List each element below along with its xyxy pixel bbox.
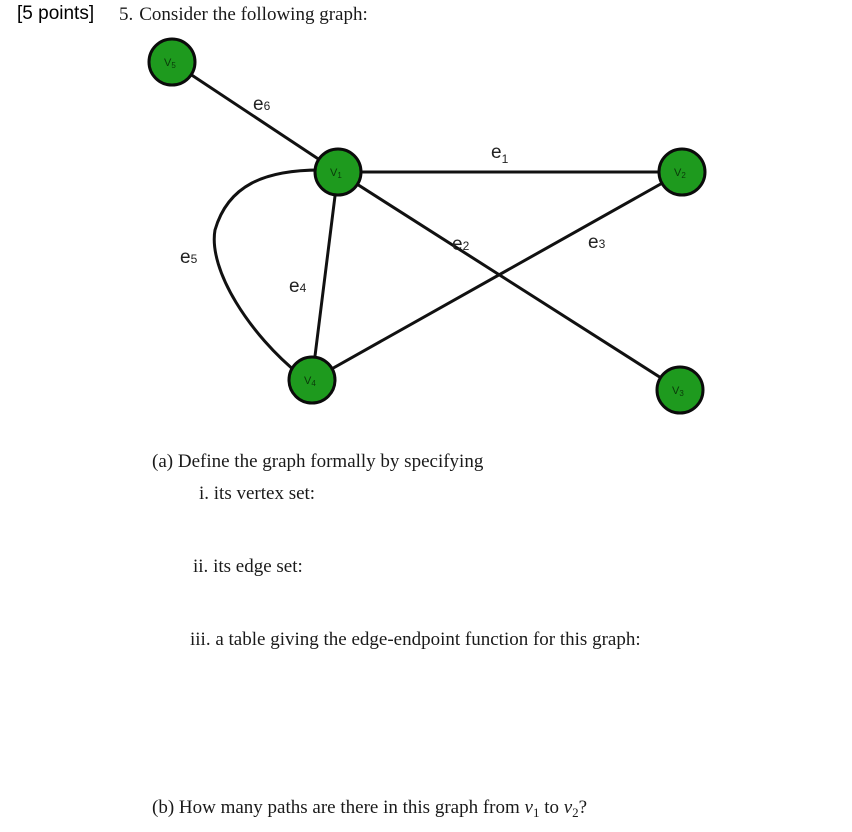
points-label: [5 points]	[17, 3, 95, 24]
vertex-v2-label: V	[674, 167, 682, 179]
edge-label-e4-text: e	[289, 276, 300, 297]
part-a-prompt	[152, 451, 483, 473]
part-b-prompt	[152, 797, 587, 821]
from-var-sub: 1	[532, 805, 540, 820]
edge-label-e3	[588, 232, 606, 253]
part-a-text: Define the graph formally by specifying	[177, 451, 484, 472]
vertex-v1	[315, 149, 361, 195]
item-iii-number: iii.	[190, 629, 211, 650]
edge-e2	[338, 172, 680, 390]
part-b-question-mark: ?	[578, 797, 588, 818]
vertex-v5	[149, 39, 195, 85]
vertex-v1-label: V	[330, 167, 338, 179]
edge-label-e6-text: e	[253, 94, 264, 115]
part-b-to-word: to	[544, 797, 559, 818]
part-a-item-ii	[193, 556, 303, 578]
edge-label-e4-sub: 4	[299, 281, 307, 295]
item-iii-text: a table giving the edge-endpoint function for this graph:	[215, 629, 641, 650]
question-number: 5.	[119, 4, 134, 25]
edge-label-e2	[452, 234, 470, 255]
part-a-item-i	[199, 483, 315, 505]
edge-label-e5-text: e	[180, 247, 191, 268]
edge-e4	[312, 172, 338, 380]
edge-label-e5	[180, 247, 198, 268]
from-var-letter: v	[524, 797, 533, 818]
part-a-item-iii	[190, 629, 641, 651]
edge-e5	[214, 170, 320, 375]
part-b-to-var	[564, 797, 579, 818]
part-b-label: (b)	[152, 797, 175, 818]
vertex-v4-label: V	[304, 375, 312, 387]
part-b-text: How many paths are there in this graph from	[178, 797, 520, 818]
edge-label-e2-text: e	[452, 234, 463, 255]
edge-label-e6-sub: 6	[263, 99, 271, 113]
edge-label-e3-sub: 3	[598, 237, 606, 251]
edge-label-e3-text: e	[588, 232, 599, 253]
vertex-v5-sub: 5	[171, 61, 176, 70]
edge-label-e1	[491, 142, 509, 166]
to-var-sub: 2	[572, 805, 579, 820]
edge-label-e1-text: e	[491, 142, 502, 163]
part-b-from-var	[525, 797, 540, 818]
edge-label-e6	[253, 94, 271, 115]
vertex-v4-sub: 4	[311, 379, 316, 388]
edge-label-e2-sub: 2	[462, 239, 470, 253]
vertex-v3	[657, 367, 703, 413]
vertex-v4	[289, 357, 335, 403]
vertex-v5-label: V	[164, 57, 172, 69]
vertex-v3-label: V	[672, 385, 680, 397]
part-a-label: (a)	[152, 451, 174, 472]
to-var-letter: v	[563, 797, 573, 818]
item-ii-text: its edge set:	[213, 556, 303, 577]
vertex-v3-sub: 3	[679, 389, 684, 398]
vertex-v1-sub: 1	[337, 171, 342, 180]
edge-label-e1-sub: 1	[501, 152, 509, 166]
item-i-text: its vertex set:	[213, 483, 316, 504]
edge-e3	[312, 172, 682, 380]
vertex-v2	[659, 149, 705, 195]
item-ii-number: ii.	[193, 556, 209, 577]
edge-label-e4	[289, 276, 307, 297]
edge-label-e5-sub: 5	[190, 252, 198, 266]
vertex-v2-sub: 2	[681, 171, 686, 180]
question-text: Consider the following graph:	[139, 4, 368, 25]
item-i-number: i.	[199, 483, 210, 504]
edge-e6	[172, 62, 338, 172]
